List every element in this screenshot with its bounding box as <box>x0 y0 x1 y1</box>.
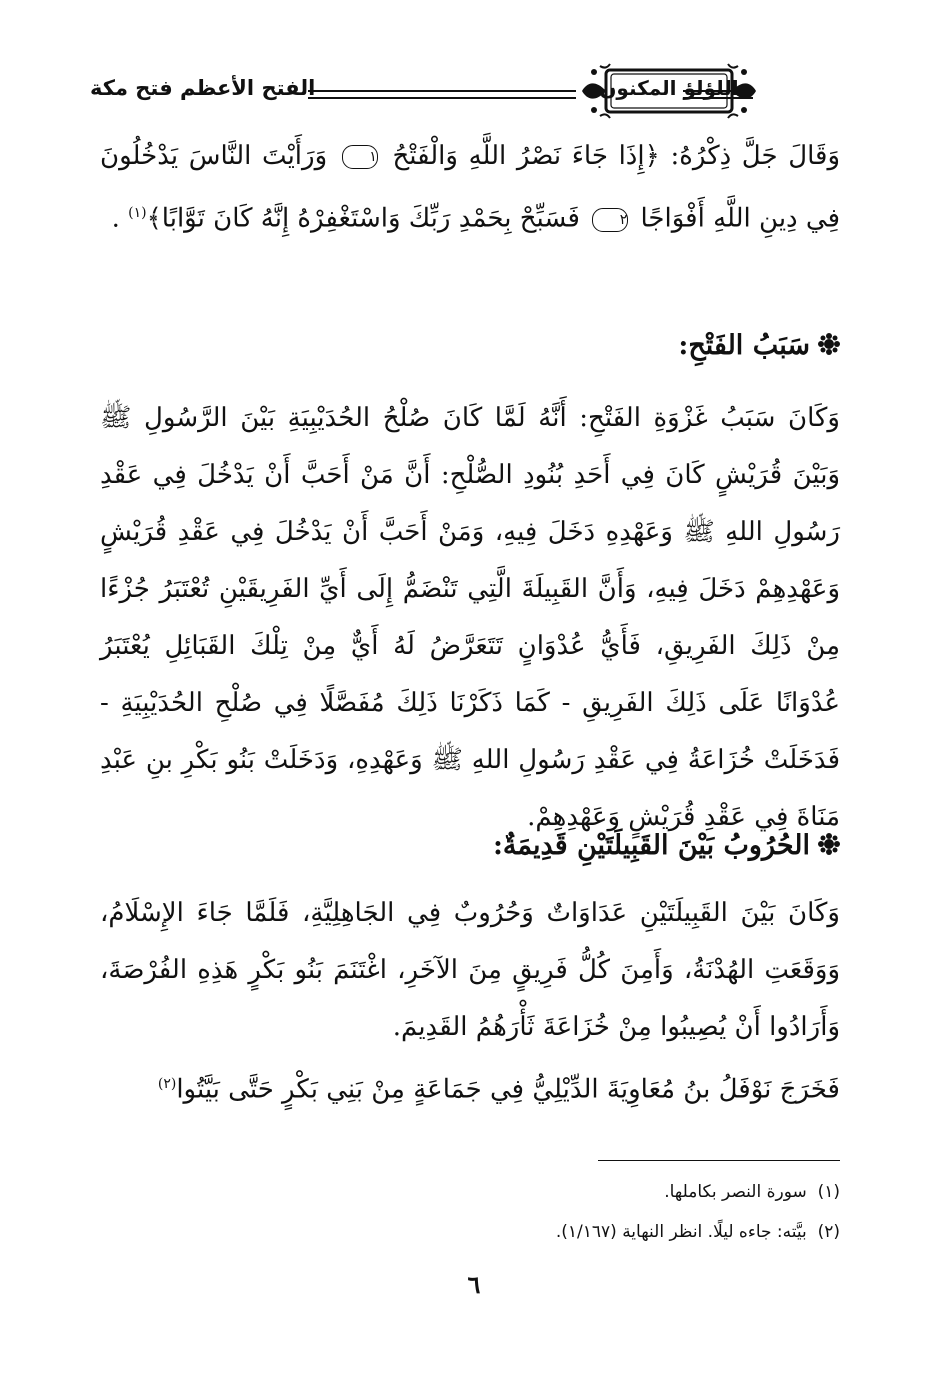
chapter-title: الفتح الأعظم فتح مكة <box>90 76 316 100</box>
flower-ornament-icon <box>818 331 840 362</box>
paragraph: فَخَرَجَ نَوْفَلُ بنُ مُعَاوِيَةَ الدِّيْلِيُّ فِي جَمَاعَةٍ مِنْ بَنِي بَكْرٍ حَتَّى بَيَّتُوا$^{(٢)}$ <box>157 1074 840 1105</box>
quote-part3: فَسَبِّحْ بِحَمْدِ رَبِّكَ وَاسْتَغْفِرْهُ إِنَّهُ كَانَ تَوَّابًا﴾ <box>146 203 580 234</box>
running-header <box>90 62 858 122</box>
footnote: (٢) بيَّته: جاءه ليلًا. انظر النهاية (١/١٦٧). <box>555 1222 840 1242</box>
section-heading <box>493 830 840 862</box>
quran-quote <box>100 128 840 248</box>
section-heading <box>678 330 840 362</box>
quote-part2: وَرَأَيْتَ النَّاسَ يَدْخُلُونَ فِي دِينِ اللَّهِ أَفْوَاجًا <box>100 141 840 234</box>
footnote-separator <box>598 1160 840 1161</box>
footnote: (١) سورة النصر بكاملها. <box>664 1182 840 1202</box>
book-title: اللؤلؤ المكنون <box>599 76 739 100</box>
flower-ornament-icon <box>818 831 840 862</box>
paragraph: وَكَانَ بَيْنَ القَبِيلَتَيْنِ عَدَاوَاتٌ وَحُرُوبٌ فِي الجَاهِلِيَّةِ، فَلَمَّا جَاءَ الإِسْلَامُ، وَوَقَعَتِ الهُدْنَةُ، وَأَمِنَ كُلُّ فَرِيقٍ مِنَ الآخَرِ، اغْتَنَمَ بَنُو بَكْرٍ هَذِهِ الفُرْصَةَ، وَأَرَادُوا أَنْ يُصِيبُوا مِنْ خُزَاعَةَ ثَأْرَهُمُ القَدِيمَ. <box>100 898 840 1042</box>
verse-marker: ٢ <box>592 208 628 232</box>
section1-body <box>100 390 840 846</box>
verse-marker: ١ <box>342 145 378 169</box>
header-rule-right <box>683 90 753 99</box>
heading-text: الحُرُوبُ بَيْنَ القَبِيلَتَيْنِ قَدِيمَةٌ: <box>492 830 810 861</box>
section2-body <box>100 885 840 1119</box>
quote-intro: وَقَالَ جَلَّ ذِكْرُهُ: ﴿إِذَا جَاءَ نَصْرُ اللَّهِ وَالْفَتْحُ <box>392 141 841 171</box>
footnote-ref: (١) <box>128 205 147 221</box>
paragraph: وَكَانَ سَبَبُ غَزْوَةِ الفَتْحِ: أَنَّهُ لَمَّا كَانَ صُلْحُ الحُدَيْبِيَةِ بَيْنَ الرَّسُولِ ﷺ وَبَيْنَ قُرَيْشٍ كَانَ فِي أَحَدِ بُنُودِ الصُّلْحِ: أَنَّ مَنْ أَحَبَّ أَنْ يَدْخُلَ فِي عَقْدِ رَسُولِ اللهِ ﷺ وَعَهْدِهِ دَخَلَ فِيهِ، وَمَنْ أَحَبَّ أَنْ يَدْخُلَ فِي عَقْدِ قُرَيْشٍ وَعَهْدِهِمْ دَخَلَ فِيهِ، وَأَنَّ القَبِيلَةَ الَّتِي تَنْضَمُّ إِلَى أَيِّ الفَرِيقَيْنِ تُعْتَبَرُ جُزْءًا مِنْ ذَلِكَ الفَرِيقِ، فَأَيُّ عُدْوَانٍ تَتَعَرَّضُ لَهُ أَيٌّ مِنْ تِلْكَ القَبَائِلِ يُعْتَبَرُ عُدْوَانًا عَلَى ذَلِكَ الفَرِيقِ - كَمَا ذَكَرْنَا ذَلِكَ مُفَصَّلًا فِي صُلْحِ الحُدَيْبِيَةِ - فَدَخَلَتْ خُزَاعَةُ فِي عَقْدِ رَسُولِ اللهِ ﷺ وَعَهْدِهِ، وَدَخَلَتْ بَنُو بَكْرِ بنِ عَبْدِ مَنَاةَ فِي عَقْدِ قُرَيْشٍ وَعَهْدِهِمْ. <box>100 403 840 832</box>
heading-text: سَبَبُ الفَتْحِ: <box>678 330 810 361</box>
quote-end: . <box>111 203 120 234</box>
footnote-ref: (٢) <box>157 1076 177 1092</box>
page-number: ٦ <box>467 1270 481 1299</box>
header-rule-left <box>308 90 576 99</box>
